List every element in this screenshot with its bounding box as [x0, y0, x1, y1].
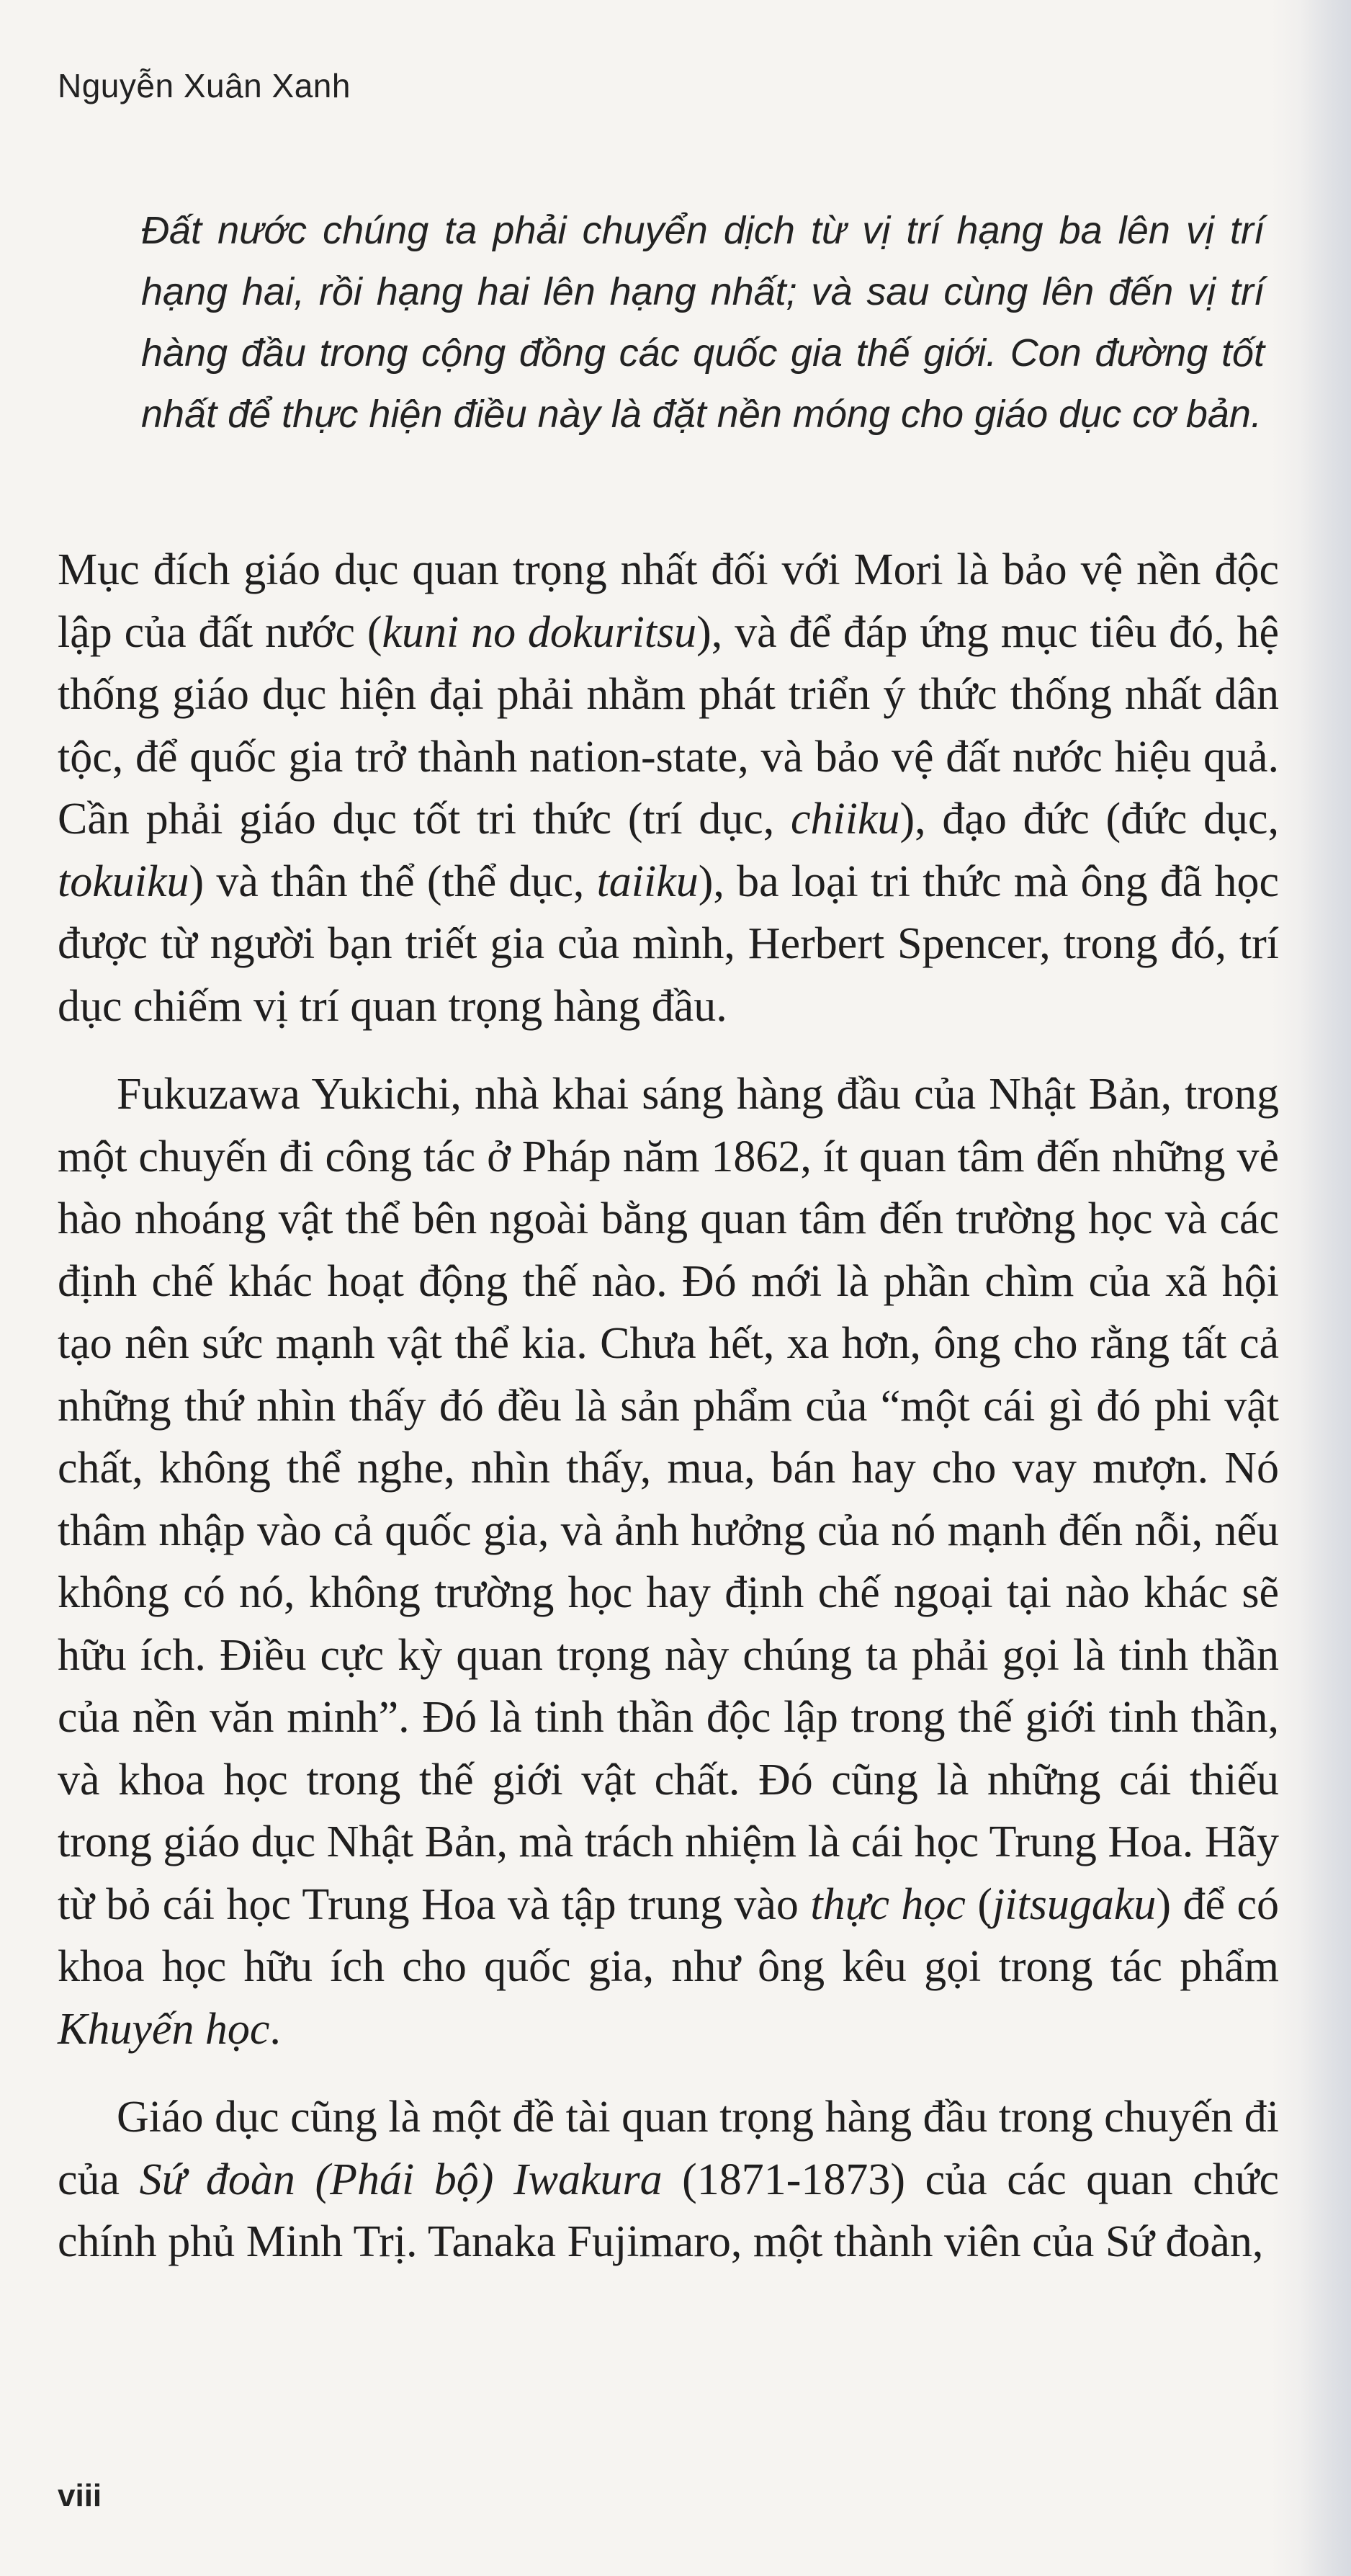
p1-text-3: ), đạo đức (đức dục, [899, 795, 1279, 844]
running-head-author: Nguyễn Xuân Xanh [58, 67, 351, 104]
p2-italic-1: thực học [810, 1879, 966, 1929]
p1-text-5: ), ba loại tri thức mà ông đã học được từ người bạn triết gia của mình, Herbert Spencer, trong đó, trí dục chiếm vị trí quan trọng hàng đầu. [58, 857, 1279, 1031]
p1-italic-1: kuni no dokuritsu [382, 607, 697, 657]
page-edge-shadow [1301, 0, 1351, 2576]
body-text [58, 539, 1279, 2299]
p2-text-3: ) để có khoa học hữu ích cho quốc gia, như ông kêu gọi trong tác phẩm [58, 1879, 1279, 1991]
p2-text-2: ( [965, 1879, 993, 1929]
page-number: viii [58, 2478, 102, 2513]
p1-italic-3: tokuiku [58, 857, 189, 906]
p1-italic-2: chiiku [791, 795, 900, 844]
paragraph-1 [58, 539, 1279, 1037]
p1-text-2: ), và để đáp ứng mục tiêu đó, hệ thống giáo dục hiện đại phải nhằm phát triển ý thức thống nhất dân tộc, để quốc gia trở thành nation-state, và bảo vệ đất nước hiệu quả. Cần phải giáo dục tốt tri thức (trí dục, [58, 607, 1279, 844]
p1-italic-4: taiiku [596, 857, 699, 906]
block-quote: Đất nước chúng ta phải chuyển dịch từ vị trí hạng ba lên vị trí hạng hai, rồi hạng hai lên hạng nhất; và sau cùng lên đến vị trí hàng đầu trong cộng đồng các quốc gia thế giới. Con đường tốt nhất để thực hiện điều này là đặt nền móng cho giáo dục cơ bản. [141, 209, 1265, 436]
p2-text-4: . [269, 2004, 281, 2054]
p1-text-1: Mục đích giáo dục quan trọng nhất đối với Mori là bảo vệ nền độc lập của đất nước ( [58, 545, 1279, 657]
paragraph-3 [58, 2086, 1279, 2273]
p3-italic-1: Sứ đoàn (Phái bộ) Iwakura [139, 2155, 663, 2204]
p2-italic-3: Khuyến học [58, 2004, 270, 2054]
p3-text-2: (1871-1873) của các quan chức chính phủ Minh Trị. Tanaka Fujimaro, một thành viên của Sứ đoàn, [58, 2155, 1279, 2266]
p2-text-1: Fukuzawa Yukichi, nhà khai sáng hàng đầu của Nhật Bản, trong một chuyến đi công tác ở Pháp năm 1862, ít quan tâm đến những vẻ hào nhoáng vật thể bên ngoài bằng quan tâm đến trường học và các định chế khác hoạt động thế nào. Đó mới là phần chìm của xã hội tạo nên sức mạnh vật thể kia. Chưa hết, xa hơn, ông cho rằng tất cả những thứ nhìn thấy đó đều là sản phẩm của “một cái gì đó phi vật chất, không thể nghe, nhìn thấy, mua, bán hay cho vay mượn. Nó thâm nhập vào cả quốc gia, và ảnh hưởng của nó mạnh đến nỗi, nếu không có nó, không trường học hay định chế ngoại tại nào khác sẽ hữu ích. Điều cực kỳ quan trọng này chúng ta phải gọi là tinh thần của nền văn minh”. Đó là tinh thần độc lập trong thế giới tinh thần, và khoa học trong thế giới vật chất. Đó cũng là những cái thiếu trong giáo dục Nhật Bản, mà trách nhiệm là cái học Trung Hoa. Hãy từ bỏ cái học Trung Hoa và tập trung vào [58, 1070, 1279, 1929]
paragraph-2 [58, 1063, 1279, 2060]
p3-text-1: Giáo dục cũng là một đề tài quan trọng hàng đầu trong chuyến đi của [58, 2093, 1279, 2204]
p1-text-4: ) và thân thể (thể dục, [189, 857, 597, 906]
p2-italic-2: jitsugaku [992, 1879, 1157, 1929]
